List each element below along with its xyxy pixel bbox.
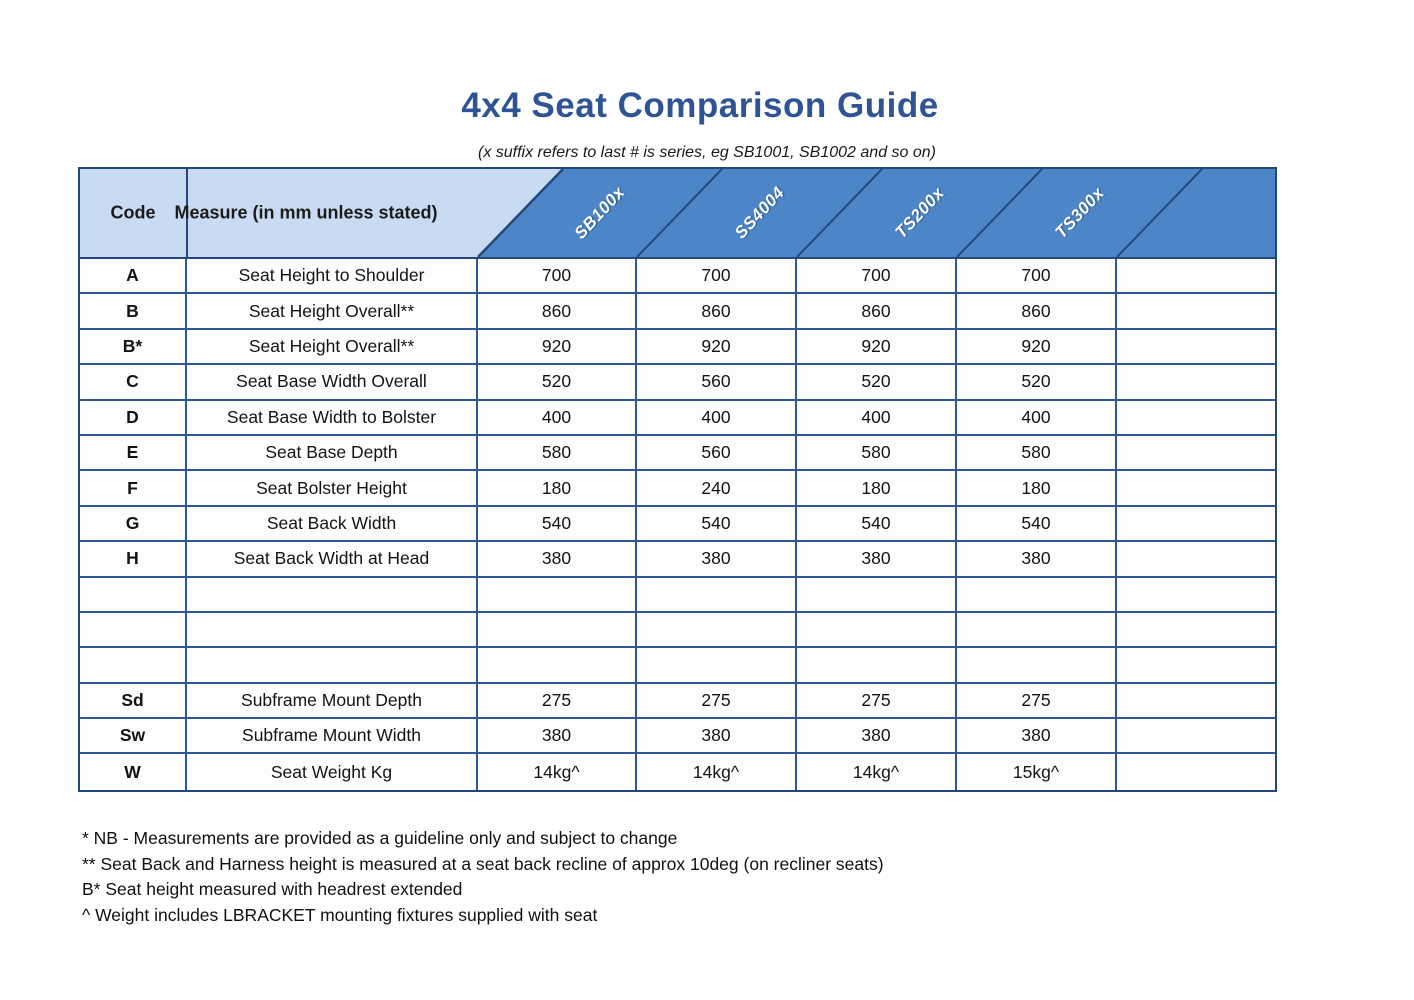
value-cell-ts300x [957,648,1117,683]
value-cell-ts300x: 860 [957,294,1117,329]
value-cell-sb100x: 540 [478,507,637,542]
row-code-cell: G [80,507,187,542]
value-cell-ts200x [797,613,957,648]
value-cell-ss4004: 540 [637,507,797,542]
row-code-cell: Sw [80,719,187,754]
empty-cell [1117,436,1275,471]
row-measure-cell: Seat Height to Shoulder [187,259,478,294]
value-cell-ts300x [957,613,1117,648]
row-measure-cell: Seat Bolster Height [187,471,478,506]
value-cell-ts200x: 520 [797,365,957,400]
row-measure-cell [187,648,478,683]
value-cell-ts200x: 580 [797,436,957,471]
value-cell-ts300x: 920 [957,330,1117,365]
row-measure-cell [187,578,478,613]
column-header-ts200x: TS200x [891,183,948,243]
column-header-ts300x: TS300x [1051,183,1108,243]
row-code-cell: F [80,471,187,506]
value-cell-sb100x: 14kg^ [478,754,637,789]
value-cell-ts200x: 540 [797,507,957,542]
row-code-cell: Sd [80,684,187,719]
value-cell-ss4004: 14kg^ [637,754,797,789]
row-code-cell: B* [80,330,187,365]
footnote-recline: ** Seat Back and Harness height is measured at a seat back recline of approx 10deg (on recliner seats) [82,853,884,874]
row-code-cell [80,648,187,683]
row-measure-cell: Seat Weight Kg [187,754,478,789]
empty-cell [1117,613,1275,648]
value-cell-ts200x: 400 [797,401,957,436]
table-body [80,259,1275,790]
value-cell-sb100x: 380 [478,542,637,577]
value-cell-ts200x [797,578,957,613]
row-measure-cell: Subframe Mount Depth [187,684,478,719]
value-cell-ss4004 [637,648,797,683]
row-code-cell [80,578,187,613]
column-header-sb100x: SB100x [570,182,629,243]
value-cell-ss4004: 400 [637,401,797,436]
value-cell-ts300x: 380 [957,542,1117,577]
value-cell-sb100x [478,578,637,613]
value-cell-ts300x: 400 [957,401,1117,436]
comparison-table [78,167,1277,792]
value-cell-ts300x: 700 [957,259,1117,294]
footnote-weight: ^ Weight includes LBRACKET mounting fixtures supplied with seat [82,904,598,925]
row-measure-cell: Seat Base Width to Bolster [187,401,478,436]
value-cell-ts300x: 15kg^ [957,754,1117,789]
row-measure-cell: Seat Height Overall** [187,330,478,365]
value-cell-sb100x [478,613,637,648]
value-cell-sb100x: 275 [478,684,637,719]
empty-cell [1117,330,1275,365]
row-measure-cell: Seat Back Width [187,507,478,542]
value-cell-ss4004: 560 [637,436,797,471]
column-header-measure: Measure (in mm unless stated) [174,202,438,223]
value-cell-sb100x [478,648,637,683]
value-cell-ts200x: 700 [797,259,957,294]
value-cell-ss4004: 560 [637,365,797,400]
empty-cell [1117,754,1275,789]
value-cell-ts200x: 180 [797,471,957,506]
row-code-cell: B [80,294,187,329]
empty-cell [1117,507,1275,542]
column-header-code: Code [110,202,156,223]
empty-cell [1117,401,1275,436]
footnote-headrest: B* Seat height measured with headrest extended [82,879,463,899]
value-cell-ts200x: 380 [797,719,957,754]
empty-cell [1117,578,1275,613]
value-cell-ts200x: 860 [797,294,957,329]
value-cell-ts200x [797,648,957,683]
empty-cell [1117,684,1275,719]
row-measure-cell: Subframe Mount Width [187,719,478,754]
row-code-cell: C [80,365,187,400]
empty-cell [1117,719,1275,754]
value-cell-ss4004: 380 [637,542,797,577]
value-cell-ts200x: 275 [797,684,957,719]
value-cell-ts300x: 540 [957,507,1117,542]
column-header-ss4004: SS4004 [731,182,789,243]
row-measure-cell: Seat Back Width at Head [187,542,478,577]
value-cell-ts300x: 580 [957,436,1117,471]
value-cell-ts200x: 14kg^ [797,754,957,789]
row-code-cell: D [80,401,187,436]
footnote-guideline: * NB - Measurements are provided as a guideline only and subject to change [82,828,678,848]
value-cell-sb100x: 580 [478,436,637,471]
empty-cell [1117,259,1275,294]
row-code-cell: H [80,542,187,577]
value-cell-ss4004: 275 [637,684,797,719]
row-code-cell: A [80,259,187,294]
value-cell-sb100x: 920 [478,330,637,365]
value-cell-sb100x: 180 [478,471,637,506]
value-cell-sb100x: 400 [478,401,637,436]
value-cell-ss4004: 920 [637,330,797,365]
row-measure-cell: Seat Base Depth [187,436,478,471]
value-cell-ts200x: 380 [797,542,957,577]
row-measure-cell [187,613,478,648]
empty-cell [1117,648,1275,683]
row-code-cell: E [80,436,187,471]
value-cell-ts200x: 920 [797,330,957,365]
value-cell-ts300x: 180 [957,471,1117,506]
row-measure-cell: Seat Height Overall** [187,294,478,329]
row-code-cell [80,613,187,648]
value-cell-ts300x: 380 [957,719,1117,754]
table-header [80,169,1275,259]
value-cell-sb100x: 520 [478,365,637,400]
value-cell-ss4004: 240 [637,471,797,506]
value-cell-sb100x: 860 [478,294,637,329]
value-cell-ss4004: 860 [637,294,797,329]
empty-cell [1117,294,1275,329]
value-cell-ss4004: 700 [637,259,797,294]
empty-cell [1117,471,1275,506]
footnotes [82,826,884,928]
value-cell-sb100x: 380 [478,719,637,754]
row-measure-cell: Seat Base Width Overall [187,365,478,400]
empty-cell [1117,542,1275,577]
value-cell-ts300x [957,578,1117,613]
empty-cell [1117,365,1275,400]
value-cell-ts300x: 275 [957,684,1117,719]
value-cell-ss4004 [637,578,797,613]
row-code-cell: W [80,754,187,789]
value-cell-ss4004 [637,613,797,648]
value-cell-ss4004: 380 [637,719,797,754]
page-title: 4x4 Seat Comparison Guide [461,86,939,125]
value-cell-sb100x: 700 [478,259,637,294]
value-cell-ts300x: 520 [957,365,1117,400]
page-subtitle: (x suffix refers to last # is series, eg SB1001, SB1002 and so on) [477,144,936,161]
